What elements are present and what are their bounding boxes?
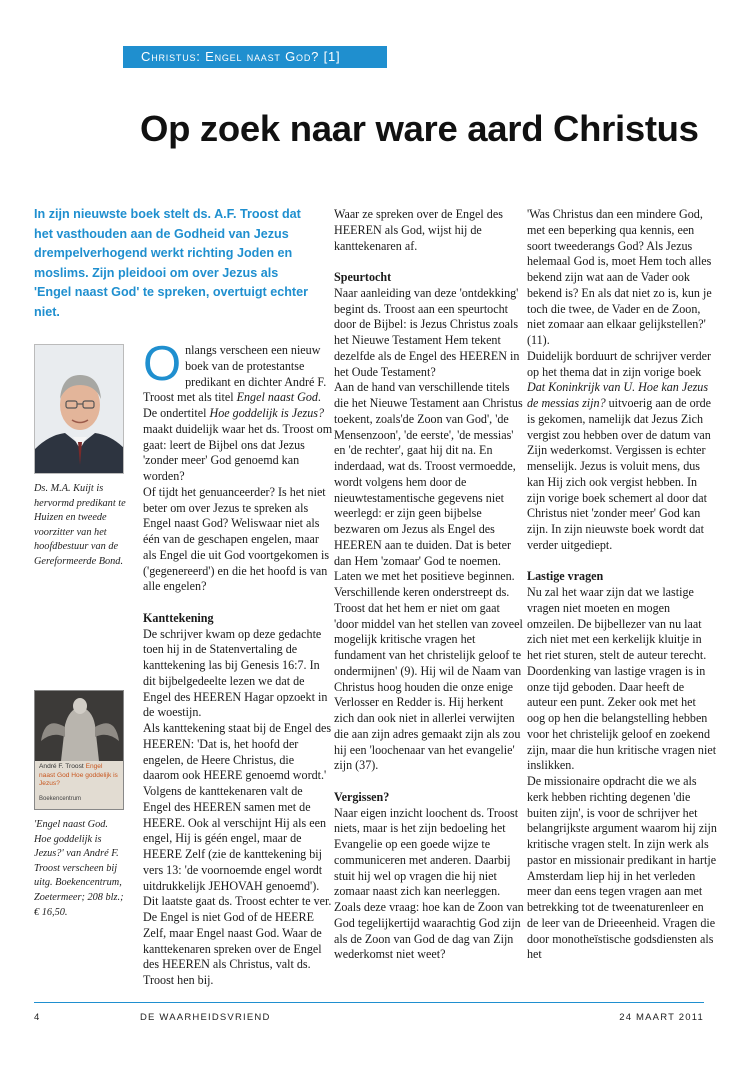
subheading: Kanttekening (143, 610, 214, 625)
paragraph: Aan de hand van verschillende titels die het Nieuwe Testament aan Christus toekent, zoals'de Zoon van God', 'de Mensenzoon', 'de eerste', 'de messias' en 'de rechter', gaat hij dit na. En inderdaad, wat ds. Troost vermoedde, wordt volgens hem door de nieuwtestamentische gegevens niet weerlegd: er zijn geen bijbelse bezwaren om Jezus als Engel des HEEREN aan te duiden. Dat is beter dan Hem 'zomaar' God te noemen. (334, 380, 523, 568)
author-caption: Ds. M.A. Kuijt is hervormd predikant te Huizen en tweede voorzitter van het hoofdbestuur van de Gereformeerde Bond. (34, 483, 126, 567)
paragraph: De missionaire opdracht die we als kerk hebben richting degenen 'die buiten zijn', is voor de schrijver het belangrijkste argument waarom hij zijn kritische vragen stelt. In zijn werk als pastor en missionair predikant in hartje Amsterdam liep hij in het verleden meer dan eens tegen vragen aan met betrekking tot de tweenaturenleer en de leer van de Drieeenheid. Vragen die door monotheïstische godsdiensten als het (527, 774, 717, 962)
drop-cap: O (143, 337, 182, 391)
book-caption: 'Engel naast God. Hoe goddelijk is Jezus?' van André F. Troost verscheen bij uitg. Boekencentrum, Zoetermeer; 208 blz.; € 16,50. (34, 819, 124, 918)
paragraph: Nu zal het waar zijn dat we lastige vragen niet moeten en mogen omzeilen. De bijbellezer van nu laat zich niet met een kerkelijk kluitje in het riet sturen, stelt de auteur terecht. Doordenking van lastige vragen is in onze tijd geboden. Daar heeft de auteur een punt. Zeker ook met het oog op hen die belangstelling hebben voor het christelijk geloof en zoekend zijn, maar die hun kritische vragen niet inslikken. (527, 585, 717, 773)
book-cover-title-1: Engel (85, 763, 103, 770)
paragraph: Of tijdt het genuanceerder? Is het niet beter om over Jezus te spreken als Engel naast God? Weliswaar niet als één van de geschapen engelen, maar als Engel die uit God voortgekomen is ('gegenereerd') en die het hoofd is van alle engelen? (143, 484, 330, 594)
paragraph: Naar aanleiding van deze 'ontdekking' begint ds. Troost aan een speurtocht door de Bijbel: is Jezus Christus zoals het Nieuwe Testament Hem tekent dezelfde als de Engel des HEEREN in het Oude Testament? (334, 285, 520, 379)
paragraph: De schrijver kwam op deze gedachte toen hij in de Statenvertaling de kanttekening las bij Genesis 16:7. In dit bijbelgedeelte lezen we dat de Engel des HEEREN Hagar opzoekt in de woestijn. (143, 626, 328, 720)
paragraph: Laten we met het positieve beginnen. Verschillende keren onderstreept ds. Troost dat het hem er niet om gaat 'door middel van het stellen van zoveel mogelijk kritische vragen het fundament van het christelijk geloof te ondermijnen' (9). Hij wil de Naam van Christus hoog houden die onze enige Verlosser en Redder is. Hij herkent zich dan ook niet in allerlei verwijten die aan zijn adres gemaakt zijn als zou hij een 'loochenaar van het evangelie' zijn (37). (334, 569, 523, 773)
paragraph: Duidelijk borduurt de schrijver verder op het thema dat in zijn vorige boek Dat Koninkrijk van U. Hoe kan Jezus de messias zijn? uitvoerig aan de orde is gekomen, namelijk dat Jezus Zich vergist zou hebben over de datum van Zijn wederkomst. Vergissen is echter menselijk. Jezus is voluit mens, dus kan Hij zich ook vergist hebben. In zijn vorige boek schemert al door dat Christus niet 'zonder meer' God kan zijn. In zijn nieuwste boek wordt dat verder uitgediept. (527, 348, 712, 552)
footer-page-number: 4 (34, 1012, 41, 1023)
paragraph: Naar eigen inzicht loochent ds. Troost niets, maar is het zijn bedoeling het Evangelie op een goede wijze te communiceren met anderen. Daarbij stuit hij wel op vragen die hij niet zomaar naast zich kan neerleggen. Zoals deze vraag: hoe kan de Zoon van God tegelijkertijd waarachtig God zijn als de Zoon van God de dag van Zijn wederkomst niet weet? (334, 805, 524, 962)
book-cover-subtitle: Hoe goddelijk is Jezus? (39, 771, 118, 787)
body-column-1 (143, 337, 333, 989)
footer-magazine-name: DE WAARHEIDSVRIEND (140, 1012, 271, 1023)
book-title: Dat Koninkrijk van U. Hoe kan Jezus de messias zijn? (527, 380, 709, 410)
lead-paragraph: In zijn nieuwste boek stelt ds. A.F. Troost dat het vasthouden aan de Godheid van Jezus drempelverhogend werkt richting Joden en moslims. Zijn pleidooi om over Jezus als 'Engel naast God' te spreken, overtuigt echter niet. (34, 207, 309, 319)
body-column-3 (527, 207, 717, 963)
book-cover-author: André F. Troost (39, 763, 84, 770)
book-cover (34, 690, 124, 810)
book-cover-title-2: naast God (39, 771, 70, 779)
body-column-2 (334, 207, 524, 963)
paragraph: Waar ze spreken over de Engel des HEEREN als God, wijst hij de kanttekenaren af. (334, 207, 503, 253)
book-subtitle: Hoe goddelijk is Jezus? (209, 406, 325, 420)
page-title: Op zoek naar ware aard Christus (140, 108, 699, 149)
paragraph: Als kanttekening staat bij de Engel des HEEREN: 'Dat is, het hoofd der engelen, de Heere Christus, die daarom ook HEERE genoemd wordt.' Volgens de kanttekenaren valt de Engel des HEEREN samen met de HEERE. Ook al verschijnt Hij als een engel, Hij is géén engel, maar de HEERE Zelf (zie de kanttekening bij vers 13: 'de voornoemde engel wordt uitdrukkelijk JEHOVAH genoemd'). (143, 721, 332, 893)
series-banner: Christus: Engel naast God? [1] (123, 46, 387, 68)
author-photo (34, 344, 124, 474)
subheading: Lastige vragen (527, 569, 604, 584)
paragraph: Onlangs verscheen een nieuw boek van de protestantse predikant en dichter André F. Troost met als titel Engel naast God. De ondertitel Hoe goddelijk is Jezus? maakt duidelijk waar het ds. Troost om gaat: leert de Bijbel ons dat Jezus 'zonder meer' God genoemd kan worden? (143, 337, 333, 483)
subheading: Speurtocht (334, 270, 392, 284)
book-title: Engel naast God (236, 390, 318, 405)
subheading: Vergissen? (334, 789, 390, 804)
paragraph: 'Was Christus dan een mindere God, met een beperking qua kennis, een soort tweederangs God? Als Jezus helemaal God is, moet Hem toch alles bekend zijn wat aan de Vader ook bekend is? En als dat niet zo is, kun je toch die twee, de Vader en de Zoon, niet zomaar aan elkaar gelijkstellen?' (11). (527, 207, 712, 347)
footer-rule (34, 1002, 704, 1003)
paragraph: Dit laatste gaat ds. Troost echter te ver. De Engel is niet God of de HEERE Zelf, maar Engel naast God. Waar de kanttekenaren spreken over de Engel des HEEREN als Christus, valt ds. Troost hen bij. (143, 894, 332, 987)
footer-date: 24 MAART 2011 (619, 1012, 704, 1023)
book-cover-publisher: Boekencentrum (39, 796, 82, 802)
